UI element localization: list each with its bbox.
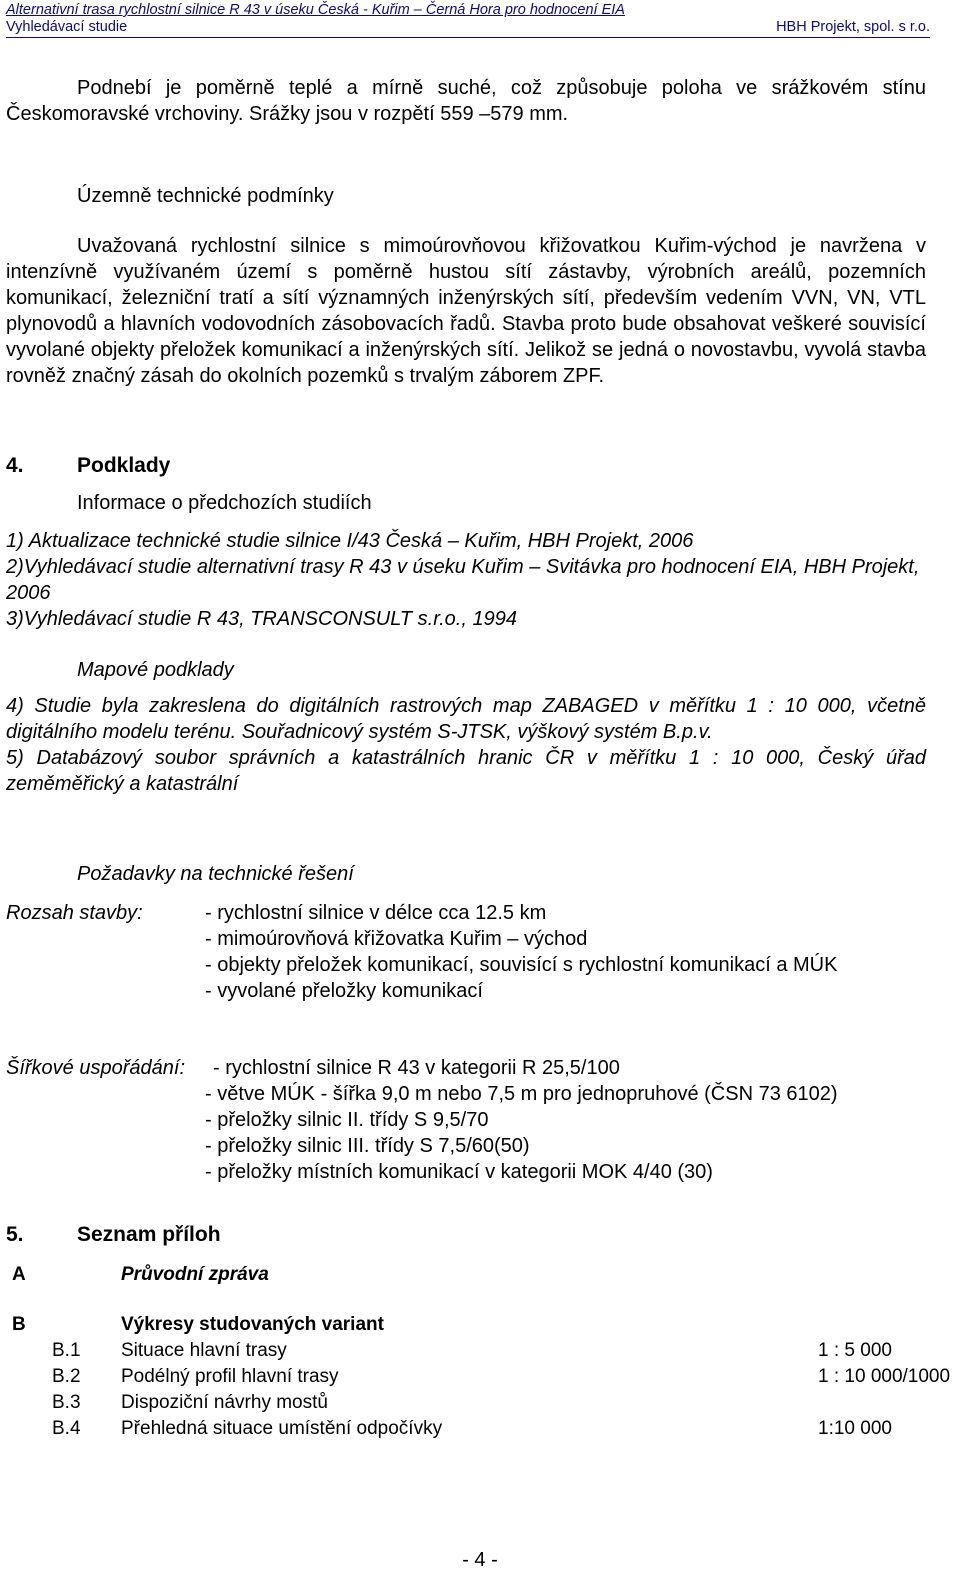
attachment-a-title: Průvodní zpráva [121, 1264, 269, 1285]
width-label: Šířkové uspořádání: [6, 1057, 185, 1079]
attachment-scale: 1:10 000 [818, 1418, 892, 1439]
scope-item: - vyvolané přeložky komunikací [205, 980, 483, 1002]
studies-list [6, 528, 926, 632]
section-number: 5. [6, 1223, 24, 1246]
section-title: Podklady [77, 454, 171, 477]
attachment-code: B.2 [52, 1366, 81, 1387]
document-title: Alternativní trasa rychlostní silnice R 43 v úseku Česká - Kuřim – Černá Hora pro hodnocení EIA [6, 2, 625, 18]
attachment-code: B.4 [52, 1418, 81, 1439]
attachment-b-letter: B [12, 1314, 26, 1335]
width-item: - rychlostní silnice R 43 v kategorii R 25,5/100 [213, 1057, 620, 1079]
company-name: HBH Projekt, spol. s r.o. [776, 19, 930, 35]
section-number: 4. [6, 454, 24, 477]
width-item: - větve MÚK - šířka 9,0 m nebo 7,5 m pro jednopruhové (ČSN 73 6102) [205, 1083, 838, 1105]
width-first-item [213, 1055, 935, 1081]
attachment-name: Podélný profil hlavní trasy [121, 1366, 339, 1387]
attachment-b-title: Výkresy studovaných variant [121, 1314, 384, 1335]
territory-paragraph: Uvažovaná rychlostní silnice s mimoúrovňovou křižovatkou Kuřim-východ je navržena v intenzívně využívaném území s poměrně hustou sítí zástavby, výrobních areálů, pozemních komunikací, železniční tratí a sítí významných inženýrských sítí, především vedením VVN, VN, VTL plynovodů a hlavních vodovodních zásobovacích řadů. Stavba proto bude obsahovat veškeré souvisící vyvolané objekty přeložek komunikací a inženýrských sítí. Jelikož se jedná o novostavbu, vyvolá stavba rovněž značný zásah do okolních pozemků s trvalým záborem ZPF. [6, 235, 926, 387]
attachment-a-letter: A [12, 1264, 26, 1285]
maps-heading: Mapové podklady [77, 659, 234, 681]
width-item: - přeložky silnic II. třídy S 9,5/70 [205, 1109, 489, 1131]
section-4-heading [6, 453, 170, 479]
attachment-name: Situace hlavní trasy [121, 1340, 287, 1361]
scope-label: Rozsah stavby: [6, 902, 143, 924]
map-item: 5) Databázový soubor správních a katastrálních hranic ČR v měřítku 1 : 10 000, Český úřad zeměměřický a katastrální [6, 747, 926, 795]
attachment-name: Dispoziční návrhy mostů [121, 1392, 328, 1413]
scope-item: - objekty přeložek komunikací, souvisící s rychlostní komunikací a MÚK [205, 954, 838, 976]
section-title: Seznam příloh [77, 1223, 221, 1246]
page-number: - 4 - [462, 1549, 498, 1571]
requirements-heading: Požadavky na technické řešení [77, 863, 354, 885]
climate-paragraph: Podnebí je poměrně teplé a mírně suché, což způsobuje poloha ve srážkovém stínu Českomoravské vrchoviny. Srážky jsou v rozpětí 559 –579 mm. [6, 77, 926, 125]
width-item: - přeložky silnic III. třídy S 7,5/60(50) [205, 1135, 530, 1157]
scope-item: - rychlostní silnice v délce cca 12.5 km [205, 902, 547, 924]
scope-item: - mimoúrovňová křižovatka Kuřim – východ [205, 928, 588, 950]
attachment-scale: 1 : 5 000 [818, 1340, 892, 1361]
territory-heading: Územně technické podmínky [77, 185, 334, 207]
attachment-code: B.1 [52, 1340, 81, 1361]
studies-heading: Informace o předchozích studiích [77, 492, 372, 514]
scope-list [205, 900, 927, 1004]
study-item: 3)Vyhledávací studie R 43, TRANSCONSULT s.r.o., 1994 [6, 608, 517, 630]
maps-list [6, 693, 926, 797]
map-item: 4) Studie byla zakreslena do digitálních rastrových map ZABAGED v měřítku 1 : 10 000, včetně digitálního modelu terénu. Souřadnicový systém S-JTSK, výškový systém B.p.v. [6, 695, 926, 743]
attachment-name: Přehledná situace umístění odpočívky [121, 1418, 443, 1439]
attachment-scale: 1 : 10 000/1000 [818, 1366, 951, 1387]
width-list [205, 1081, 927, 1185]
width-item: - přeložky místních komunikací v kategorii MOK 4/40 (30) [205, 1161, 713, 1183]
study-item: 1) Aktualizace technické studie silnice I/43 Česká – Kuřim, HBH Projekt, 2006 [6, 530, 694, 552]
study-item: 2)Vyhledávací studie alternativní trasy R 43 v úseku Kuřim – Svitávka pro hodnocení EIA, HBH Projekt, 2006 [6, 556, 920, 604]
page-header [6, 2, 930, 38]
document-type: Vyhledávací studie [6, 19, 128, 35]
section-5-heading [6, 1222, 221, 1248]
attachment-code: B.3 [52, 1392, 81, 1413]
